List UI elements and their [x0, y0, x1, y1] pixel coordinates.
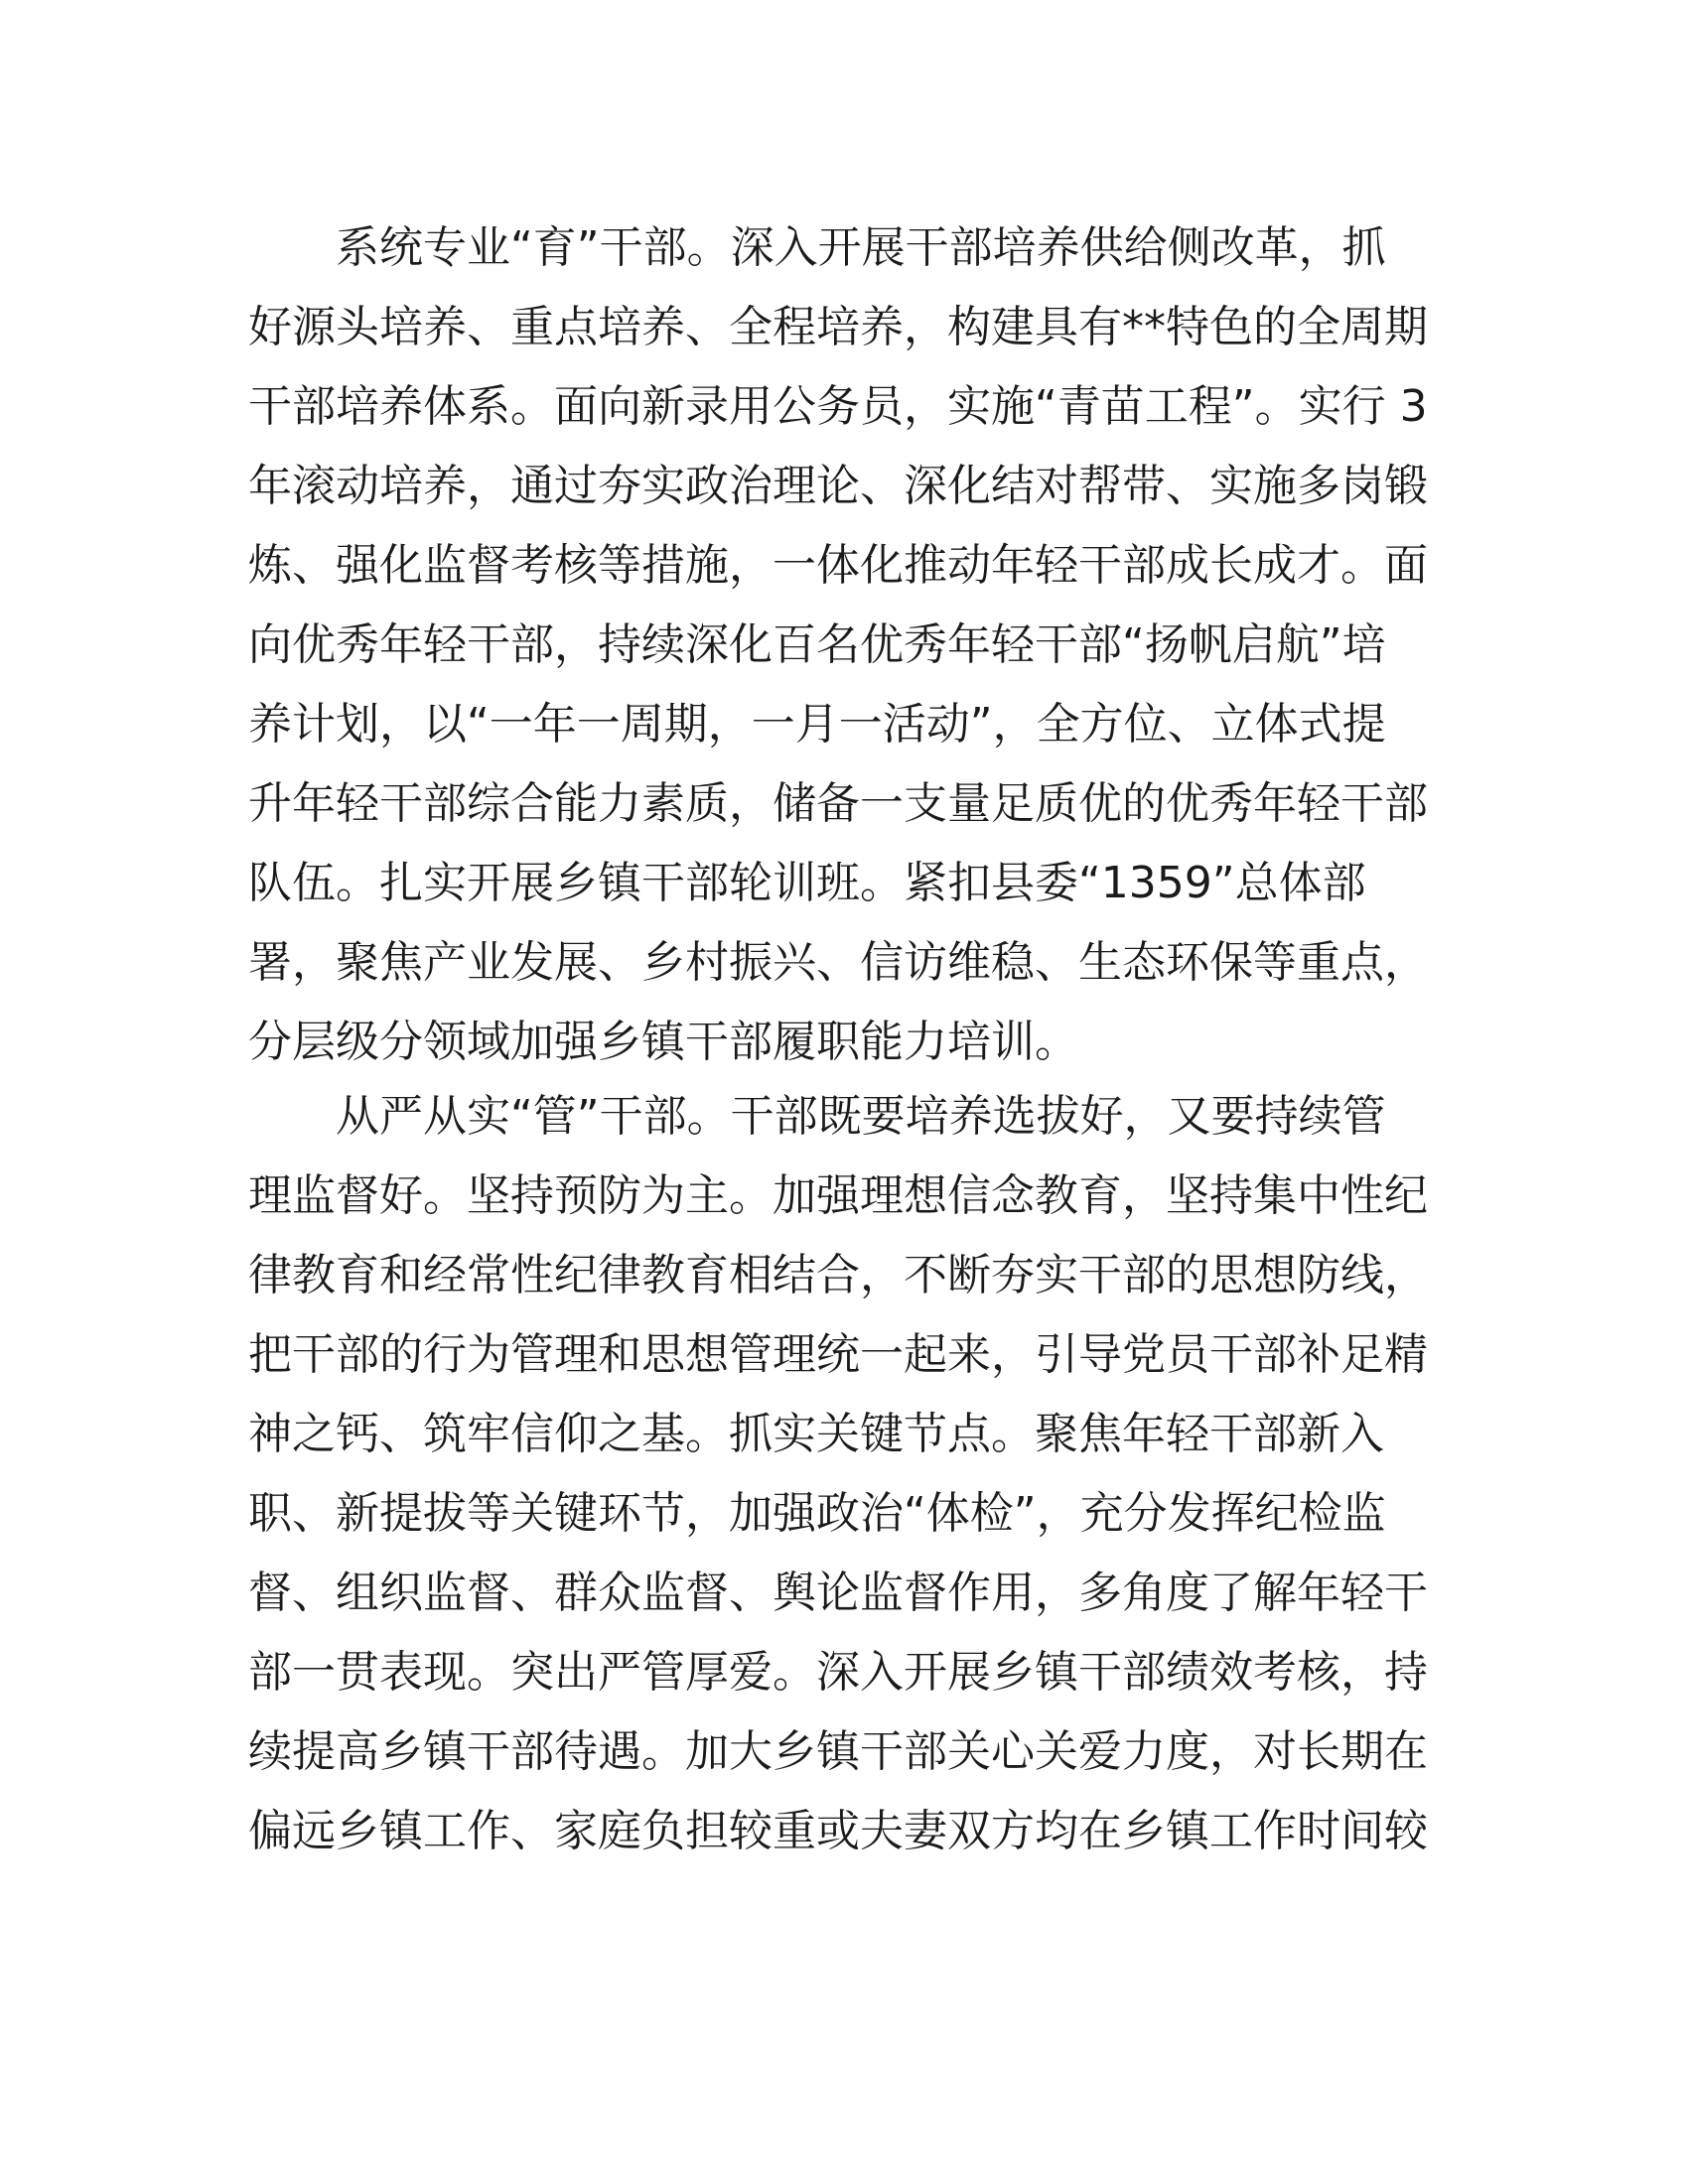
paragraph-line: 炼、强化监督考核等措施，一体化推动年轻干部成长成才。面 [248, 540, 1428, 591]
paragraph-line: 神之钙、筑牢信仰之基。抓实关键节点。聚焦年轻干部新入 [248, 1409, 1384, 1459]
paragraph-line: 理监督好。坚持预防为主。加强理想信念教育，坚持集中性纪 [248, 1170, 1428, 1221]
paragraph-line: 年滚动培养，通过夯实政治理论、深化结对帮带、实施多岗锻 [248, 461, 1428, 511]
paragraph-line: 从严从实“管”干部。干部既要培养选拔好，又要持续管 [248, 1091, 1386, 1142]
paragraph-manage-cadres [248, 1077, 1440, 1871]
paragraph-cultivate-cadres [248, 208, 1440, 1082]
paragraph-line: 升年轻干部综合能力素质，储备一支量足质优的优秀年轻干部 [248, 778, 1428, 829]
paragraph-line: 队伍。扎实开展乡镇干部轮训班。紧扣县委“1359”总体部 [248, 858, 1366, 908]
paragraph-line: 律教育和经常性纪律教育相结合，不断夯实干部的思想防线， [248, 1250, 1428, 1300]
paragraph-line: 部一贯表现。突出严管厚爱。深入开展乡镇干部绩效考核，持 [248, 1647, 1428, 1698]
paragraph-line: 职、新提拔等关键环节，加强政治“体检”，充分发挥纪检监 [248, 1488, 1386, 1539]
paragraph-line: 干部培养体系。面向新录用公务员，实施“青苗工程”。实行 3 [248, 381, 1428, 432]
paragraph-line: 养计划，以“一年一周期，一月一活动”，全方位、立体式提 [248, 699, 1386, 750]
paragraph-line: 分层级分领域加强乡镇干部履职能力培训。 [248, 1017, 1078, 1067]
paragraph-line: 向优秀年轻干部，持续深化百名优秀年轻干部“扬帆启航”培 [248, 619, 1386, 670]
paragraph-line: 好源头培养、重点培养、全程培养，构建具有**特色的全周期 [248, 302, 1428, 352]
paragraph-line: 系统专业“育”干部。深入开展干部培养供给侧改革，抓 [248, 222, 1386, 273]
paragraph-line: 督、组织监督、群众监督、舆论监督作用，多角度了解年轻干 [248, 1568, 1428, 1618]
paragraph-line: 续提高乡镇干部待遇。加大乡镇干部关心关爱力度，对长期在 [248, 1726, 1428, 1777]
paragraph-line: 把干部的行为管理和思想管理统一起来，引导党员干部补足精 [248, 1329, 1428, 1380]
paragraph-line: 偏远乡镇工作、家庭负担较重或夫妻双方均在乡镇工作时间较 [248, 1806, 1428, 1856]
paragraph-line: 署，聚焦产业发展、乡村振兴、信访维稳、生态环保等重点， [248, 937, 1428, 988]
